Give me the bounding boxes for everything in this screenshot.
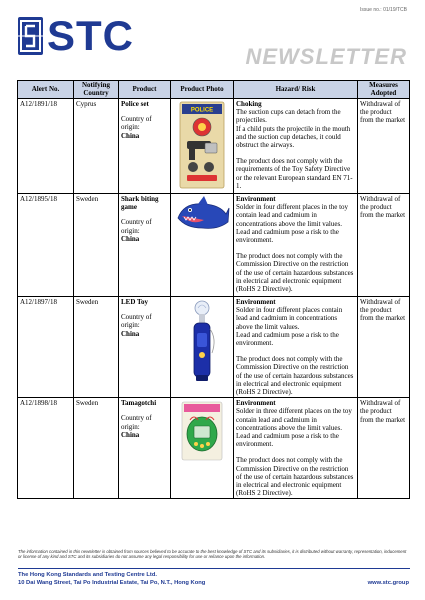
col-header-country: Notifying Country (74, 81, 119, 99)
hazard-line: Lead and cadmium pose a risk to the environment. (236, 227, 339, 245)
photo-cell (171, 99, 234, 194)
origin-label: Country of origin: (121, 115, 152, 132)
origin-country: China (121, 234, 140, 243)
photo-cell (171, 297, 234, 398)
brand-wordmark: STC (47, 12, 134, 59)
footer-website-link[interactable]: www.stc.group (367, 580, 409, 586)
hazard-line: The suction cups can detach from the projectiles. (236, 108, 341, 125)
hazard-cell (234, 297, 358, 398)
notifying-country: Sweden (74, 297, 119, 398)
shark-game-photo-icon (174, 196, 230, 236)
notifying-country: Cyprus (74, 99, 119, 194)
origin-label: Country of origin: (121, 218, 152, 235)
col-header-measures: Measures Adopted (358, 81, 410, 99)
origin-country: China (121, 430, 140, 439)
hazard-note: The product does not comply with the Commission Directive on the restriction of the use of certain hazardous substances in electrical and electronic equipment (RoHS 2 Directive). (236, 355, 354, 397)
hazard-title: Environment (236, 298, 276, 306)
table-row (18, 398, 410, 499)
origin-label: Country of origin: (121, 414, 152, 431)
issue-number: Issue no.: 01/19/TCB (360, 7, 407, 13)
product-name: Shark biting game (121, 195, 159, 212)
col-header-product: Product (119, 81, 171, 99)
hazard-note: The product does not comply with the Commission Directive on the restriction of the use of certain hazardous substances in electrical and electronic equipment (RoHS 2 Directive). (236, 252, 354, 294)
stc-logo-icon (18, 17, 43, 55)
table-row (18, 99, 410, 194)
hazard-note: The product does not comply with the requirements of the Toy Safety Directive or the relevant European standard EN 71-1. (236, 157, 353, 190)
product-name: LED Toy (121, 298, 149, 306)
led-toy-photo-icon (185, 299, 219, 385)
alert-number: A12/1891/18 (18, 99, 74, 194)
hazard-line: Solder in three different places on the toy contain lead and cadmium in concentrations above the limit values. (236, 407, 352, 432)
product-cell (119, 297, 171, 398)
measures-adopted: Withdrawal of the product from the market (358, 99, 410, 194)
hazard-line: Lead and cadmium pose a risk to the environment. (236, 432, 339, 449)
product-name: Police set (121, 100, 149, 108)
photo-cell (171, 194, 234, 297)
measures-adopted: Withdrawal of the product from the market (358, 194, 410, 297)
hazard-title: Environment (236, 195, 276, 203)
hazard-cell (234, 99, 358, 194)
table-row (18, 194, 410, 297)
newsletter-title: NEWSLETTER (245, 44, 407, 69)
alert-number: A12/1898/18 (18, 398, 74, 499)
product-name: Tamagotchi (121, 399, 157, 408)
origin-label: Country of origin: (121, 313, 152, 330)
hazard-line: Lead and cadmium pose a risk to the environment. (236, 330, 339, 348)
alert-number: A12/1895/18 (18, 194, 74, 297)
origin-country: China (121, 329, 140, 338)
svg-text:POLICE: POLICE (190, 107, 214, 114)
measures-adopted: Withdrawal of the product from the market (358, 398, 410, 499)
hazard-title: Choking (236, 100, 262, 108)
footer-address: 10 Dai Wang Street, Tai Po Industrial Estate, Tai Po, N.T., Hong Kong (18, 580, 206, 586)
alert-number: A12/1897/18 (18, 297, 74, 398)
notifying-country: Sweden (74, 194, 119, 297)
table-row (18, 297, 410, 398)
alerts-table-wrapper (17, 80, 409, 499)
alerts-table (17, 80, 410, 499)
police-set-photo-icon (179, 101, 225, 189)
hazard-title: Environment (236, 399, 276, 408)
measures-adopted: Withdrawal of the product from the market (358, 297, 410, 398)
hazard-note: The product does not comply with the Commission Directive on the restriction of the use of certain hazardous substances in electrical and electronic equipment (RoHS 2 Directive). (236, 456, 354, 498)
table-header-row (18, 81, 410, 99)
footer-company: The Hong Kong Standards and Testing Centre Ltd. (18, 572, 158, 578)
col-header-photo: Product Photo (171, 81, 234, 99)
hazard-line: If a child puts the projectile in the mouth and the suction cup detaches, it could obstruct the airways. (236, 124, 351, 150)
footer-divider (18, 568, 410, 569)
origin-country: China (121, 131, 140, 140)
hazard-cell (234, 194, 358, 297)
col-header-hazard: Hazard/ Risk (234, 81, 358, 99)
product-cell (119, 194, 171, 297)
tamagotchi-photo-icon (180, 400, 224, 462)
disclaimer: The information contained in this newsletter is obtained from sources believed to be accurate to the best knowledge of STC and its subsidiaries, it is distributed without warranty, representation, inducement or license of any kind and STC and its subsidiaries do not assume any legal responsibility for use or reliance upon the information. (18, 549, 407, 560)
hazard-cell (234, 398, 358, 499)
product-cell (119, 99, 171, 194)
hazard-line: Solder in four different places in the toy contain lead and cadmium in concentrations above the limit values. (236, 203, 349, 228)
photo-cell (171, 398, 234, 499)
notifying-country: Sweden (74, 398, 119, 499)
product-cell (119, 398, 171, 499)
col-header-alert: Alert No. (18, 81, 74, 99)
hazard-line: Solder in four different places contain lead and cadmium in concentrations above the limit values. (236, 306, 343, 331)
